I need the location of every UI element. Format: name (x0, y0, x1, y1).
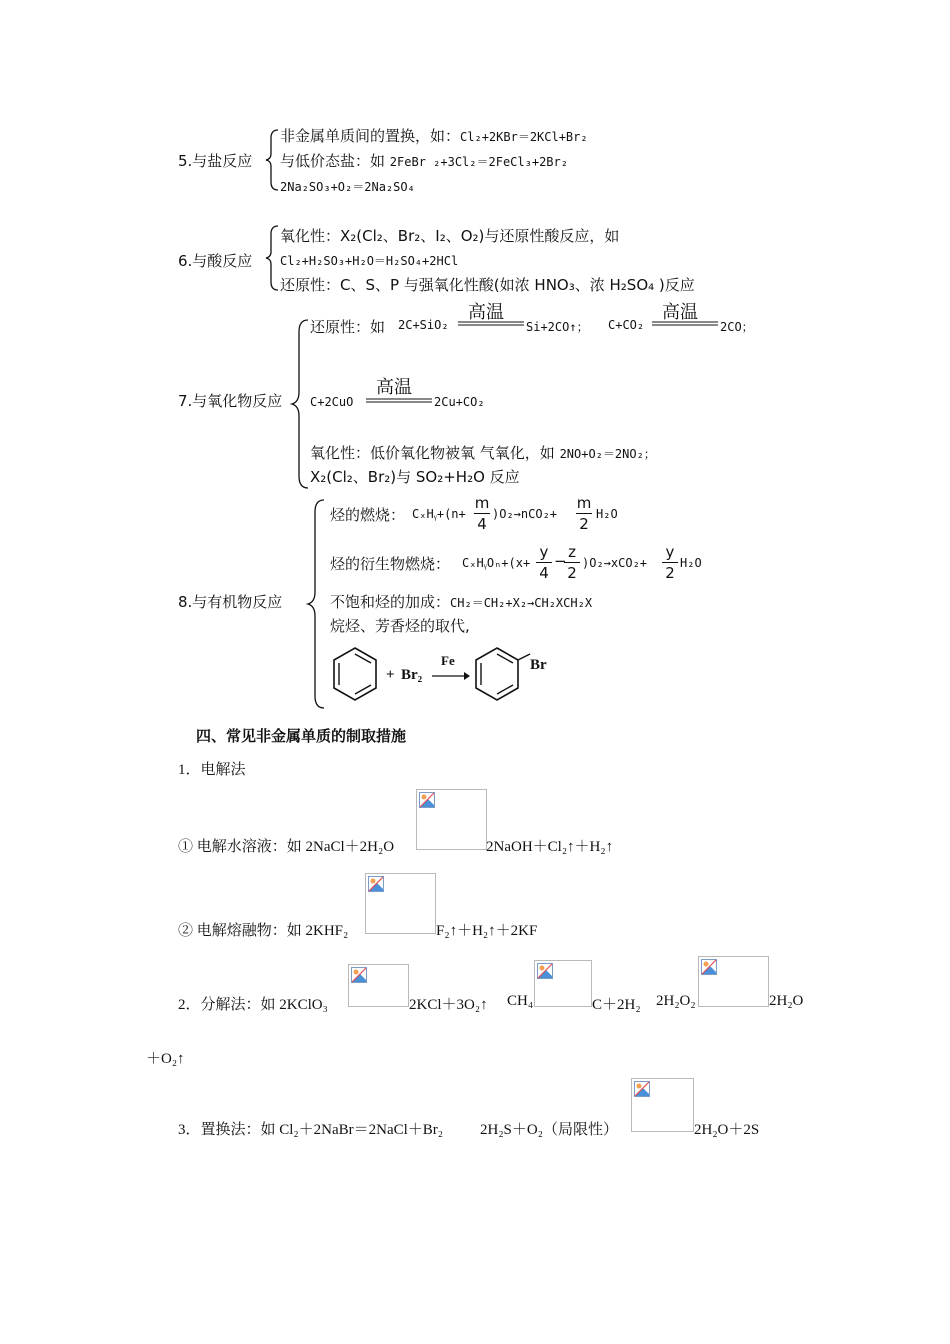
s7-ox-line2: X₂(Cl₂、Br₂)与 SO₂+H₂O 反应 (310, 468, 520, 486)
s8-sub-line: 烷烃、芳香烃的取代, (330, 617, 470, 635)
s8-burn1-frac2-num: m (576, 494, 592, 512)
s7-eq3-right: 2Cu+CO₂ (434, 395, 485, 409)
s7-eq1-sign (458, 321, 524, 327)
broken-image-placeholder (348, 964, 409, 1007)
broken-image-placeholder (534, 960, 592, 1007)
s8-burn1-b: )O₂→nCO₂+ (492, 507, 558, 521)
s8-burn1-prefix: 烃的燃烧： (330, 506, 406, 524)
s8-burn2-frac2-den: 2 (567, 564, 577, 582)
s8-burn1-c: H₂O (596, 507, 618, 521)
s5-label: 5.与盐反应 (178, 152, 253, 170)
s7-eq1-right: Si+2CO↑； (526, 320, 589, 334)
sec4-m2-cont: ＋O₂↑ (146, 1051, 185, 1067)
s8-burn2-frac3-num: y (665, 543, 675, 561)
s8-burn1-frac1 (474, 494, 490, 533)
s7-eq2-right: 2CO； (720, 320, 754, 334)
s5-line2-text: 与低价态盐：如 (280, 152, 386, 170)
sec4-m3-right: 2H₂O＋2S (694, 1122, 760, 1138)
s8-burn1-frac1-den: 4 (477, 515, 487, 533)
s8-burn2-frac1-den: 4 (539, 564, 549, 582)
s8-burn2-frac3-den: 2 (665, 564, 675, 582)
s8-burn2-minus: − (554, 552, 567, 570)
reaction-arrow-icon (432, 671, 470, 681)
s8-add-eq: CH₂＝CH₂+X₂→CH₂XCH₂X (450, 596, 593, 610)
s8-burn1-frac1-bar (474, 513, 490, 514)
broken-image-icon (537, 963, 553, 979)
s8-burn2-prefix: 烃的衍生物燃烧： (330, 555, 451, 573)
s6-line1: 氧化性：X₂(Cl₂、Br₂、I₂、O₂)与还原性酸反应，如 (280, 227, 620, 245)
broken-image-placeholder (631, 1078, 694, 1132)
s8-burn2-frac1-num: y (539, 543, 549, 561)
s8-burn2-frac3 (662, 543, 678, 582)
sec4-m1b-left: ② 电解熔融物：如 2KHF₂ (178, 923, 349, 939)
sec4-m2-mid3: C＋2H₂ (592, 997, 641, 1013)
s8-burn1-frac1-num: m (474, 494, 490, 512)
s7-eq1-left: 2C+SiO₂ (398, 318, 449, 332)
sec4-m2-mid2: CH₄ (507, 993, 534, 1009)
sec4-m2-right: 2H₂O (769, 993, 804, 1009)
s5-line1-eq: Cl₂+2KBr＝2KCl+Br₂ (460, 130, 588, 144)
s7-eq2-left: C+CO₂ (608, 318, 645, 332)
s5-line2-eq: 2FeBr ₂+3Cl₂＝2FeCl₃+2Br₂ (389, 155, 568, 169)
s8-add-line (330, 591, 592, 612)
broken-image-icon (634, 1081, 650, 1097)
broken-image-icon (368, 876, 384, 892)
s5-line1 (280, 125, 588, 146)
s8-burn2-frac2-num: z (568, 543, 576, 561)
s7-eq1-cond: 高温 (468, 302, 504, 323)
s6-line2: Cl₂+H₂SO₃+H₂O＝H₂SO₄+2HCl (280, 254, 459, 268)
sec4-m1: 1．电解法 (178, 762, 246, 778)
s8-burn2-frac3-bar (662, 562, 678, 563)
s7-ox-line1-eq: 2NO+O₂＝2NO₂； (559, 447, 656, 461)
s7-eq3-left: C+2CuO (310, 395, 354, 409)
s5-line3-eq: 2Na₂SO₃+O₂＝2Na₂SO₄ (280, 180, 415, 194)
s8-burn2-b: )O₂→xCO₂+ (582, 556, 648, 570)
sec4-m3-mid: 2H₂S＋O₂（局限性） (480, 1122, 618, 1138)
broken-image-icon (419, 792, 435, 808)
s8-burn2-frac2 (564, 543, 580, 582)
s5-line1-text: 非金属单质间的置换，如： (280, 127, 461, 145)
s8-burn1-frac2-den: 2 (579, 515, 589, 533)
s8-burn2-frac1-bar (536, 562, 552, 563)
s7-eq3-sign (366, 398, 432, 404)
s7-label: 7.与氧化物反应 (178, 392, 283, 410)
bromobenzene-icon (472, 644, 546, 706)
s8-burn1-frac2 (576, 494, 592, 533)
sec4-m2-left: 2．分解法：如 2KClO₃ (178, 997, 328, 1013)
broken-image-placeholder (416, 789, 487, 850)
s7-eq2-sign (652, 321, 718, 327)
s8-burn2-frac1 (536, 543, 552, 582)
s8-label: 8.与有机物反应 (178, 593, 283, 611)
sec4-m3-left: 3．置换法：如 Cl₂＋2NaBr＝2NaCl＋Br₂ (178, 1122, 444, 1138)
s8-burn1-frac2-bar (576, 513, 592, 514)
sec4-m1a-left: ① 电解水溶液：如 2NaCl＋2H₂O (178, 839, 395, 855)
sec4-m2-mid4: 2H₂O₂ (656, 993, 696, 1009)
s8-plus: + (386, 667, 395, 683)
broken-image-icon (701, 959, 717, 975)
s7-eq2-cond: 高温 (662, 302, 698, 323)
s8-br2: Br₂ (401, 667, 423, 683)
s8-fe: Fe (441, 653, 455, 668)
s7-red-prefix: 还原性：如 (310, 318, 386, 336)
s7-ox-line1 (310, 442, 656, 463)
s8-burn2-frac2-bar (564, 562, 580, 563)
sec4-m1a-right: 2NaOH＋Cl₂↑＋H₂↑ (486, 839, 614, 855)
sec4-title: 四、常见非金属单质的制取措施 (196, 729, 407, 745)
s6-line3: 还原性：C、S、P 与强氧化性酸(如浓 HNO₃、浓 H₂SO₄ )反应 (280, 276, 695, 294)
s7-eq3-cond: 高温 (376, 377, 412, 398)
broken-image-placeholder (698, 956, 769, 1007)
sec4-m1b-right: F₂↑＋H₂↑＋2KF (436, 923, 538, 939)
s6-label: 6.与酸反应 (178, 252, 253, 270)
s8-burn2-c: H₂O (680, 556, 702, 570)
s8-burn2-a: CₓHᵧOₙ+(x+ (462, 556, 531, 570)
broken-image-icon (351, 967, 367, 983)
broken-image-placeholder (365, 873, 436, 934)
benzene-ring-icon (330, 644, 380, 706)
s8-brace (306, 498, 330, 712)
sec4-m2-mid1: 2KCl＋3O₂↑ (409, 997, 488, 1013)
s8-burn1-a: CₓHᵧ+(n+ (412, 507, 466, 521)
s7-ox-line1-text: 氧化性：低价氧化物被氧 气氧化，如 (310, 444, 555, 462)
s5-line2 (280, 150, 568, 171)
s8-br: Br (530, 657, 547, 673)
s8-add-text: 不饱和烃的加成： (330, 593, 451, 611)
